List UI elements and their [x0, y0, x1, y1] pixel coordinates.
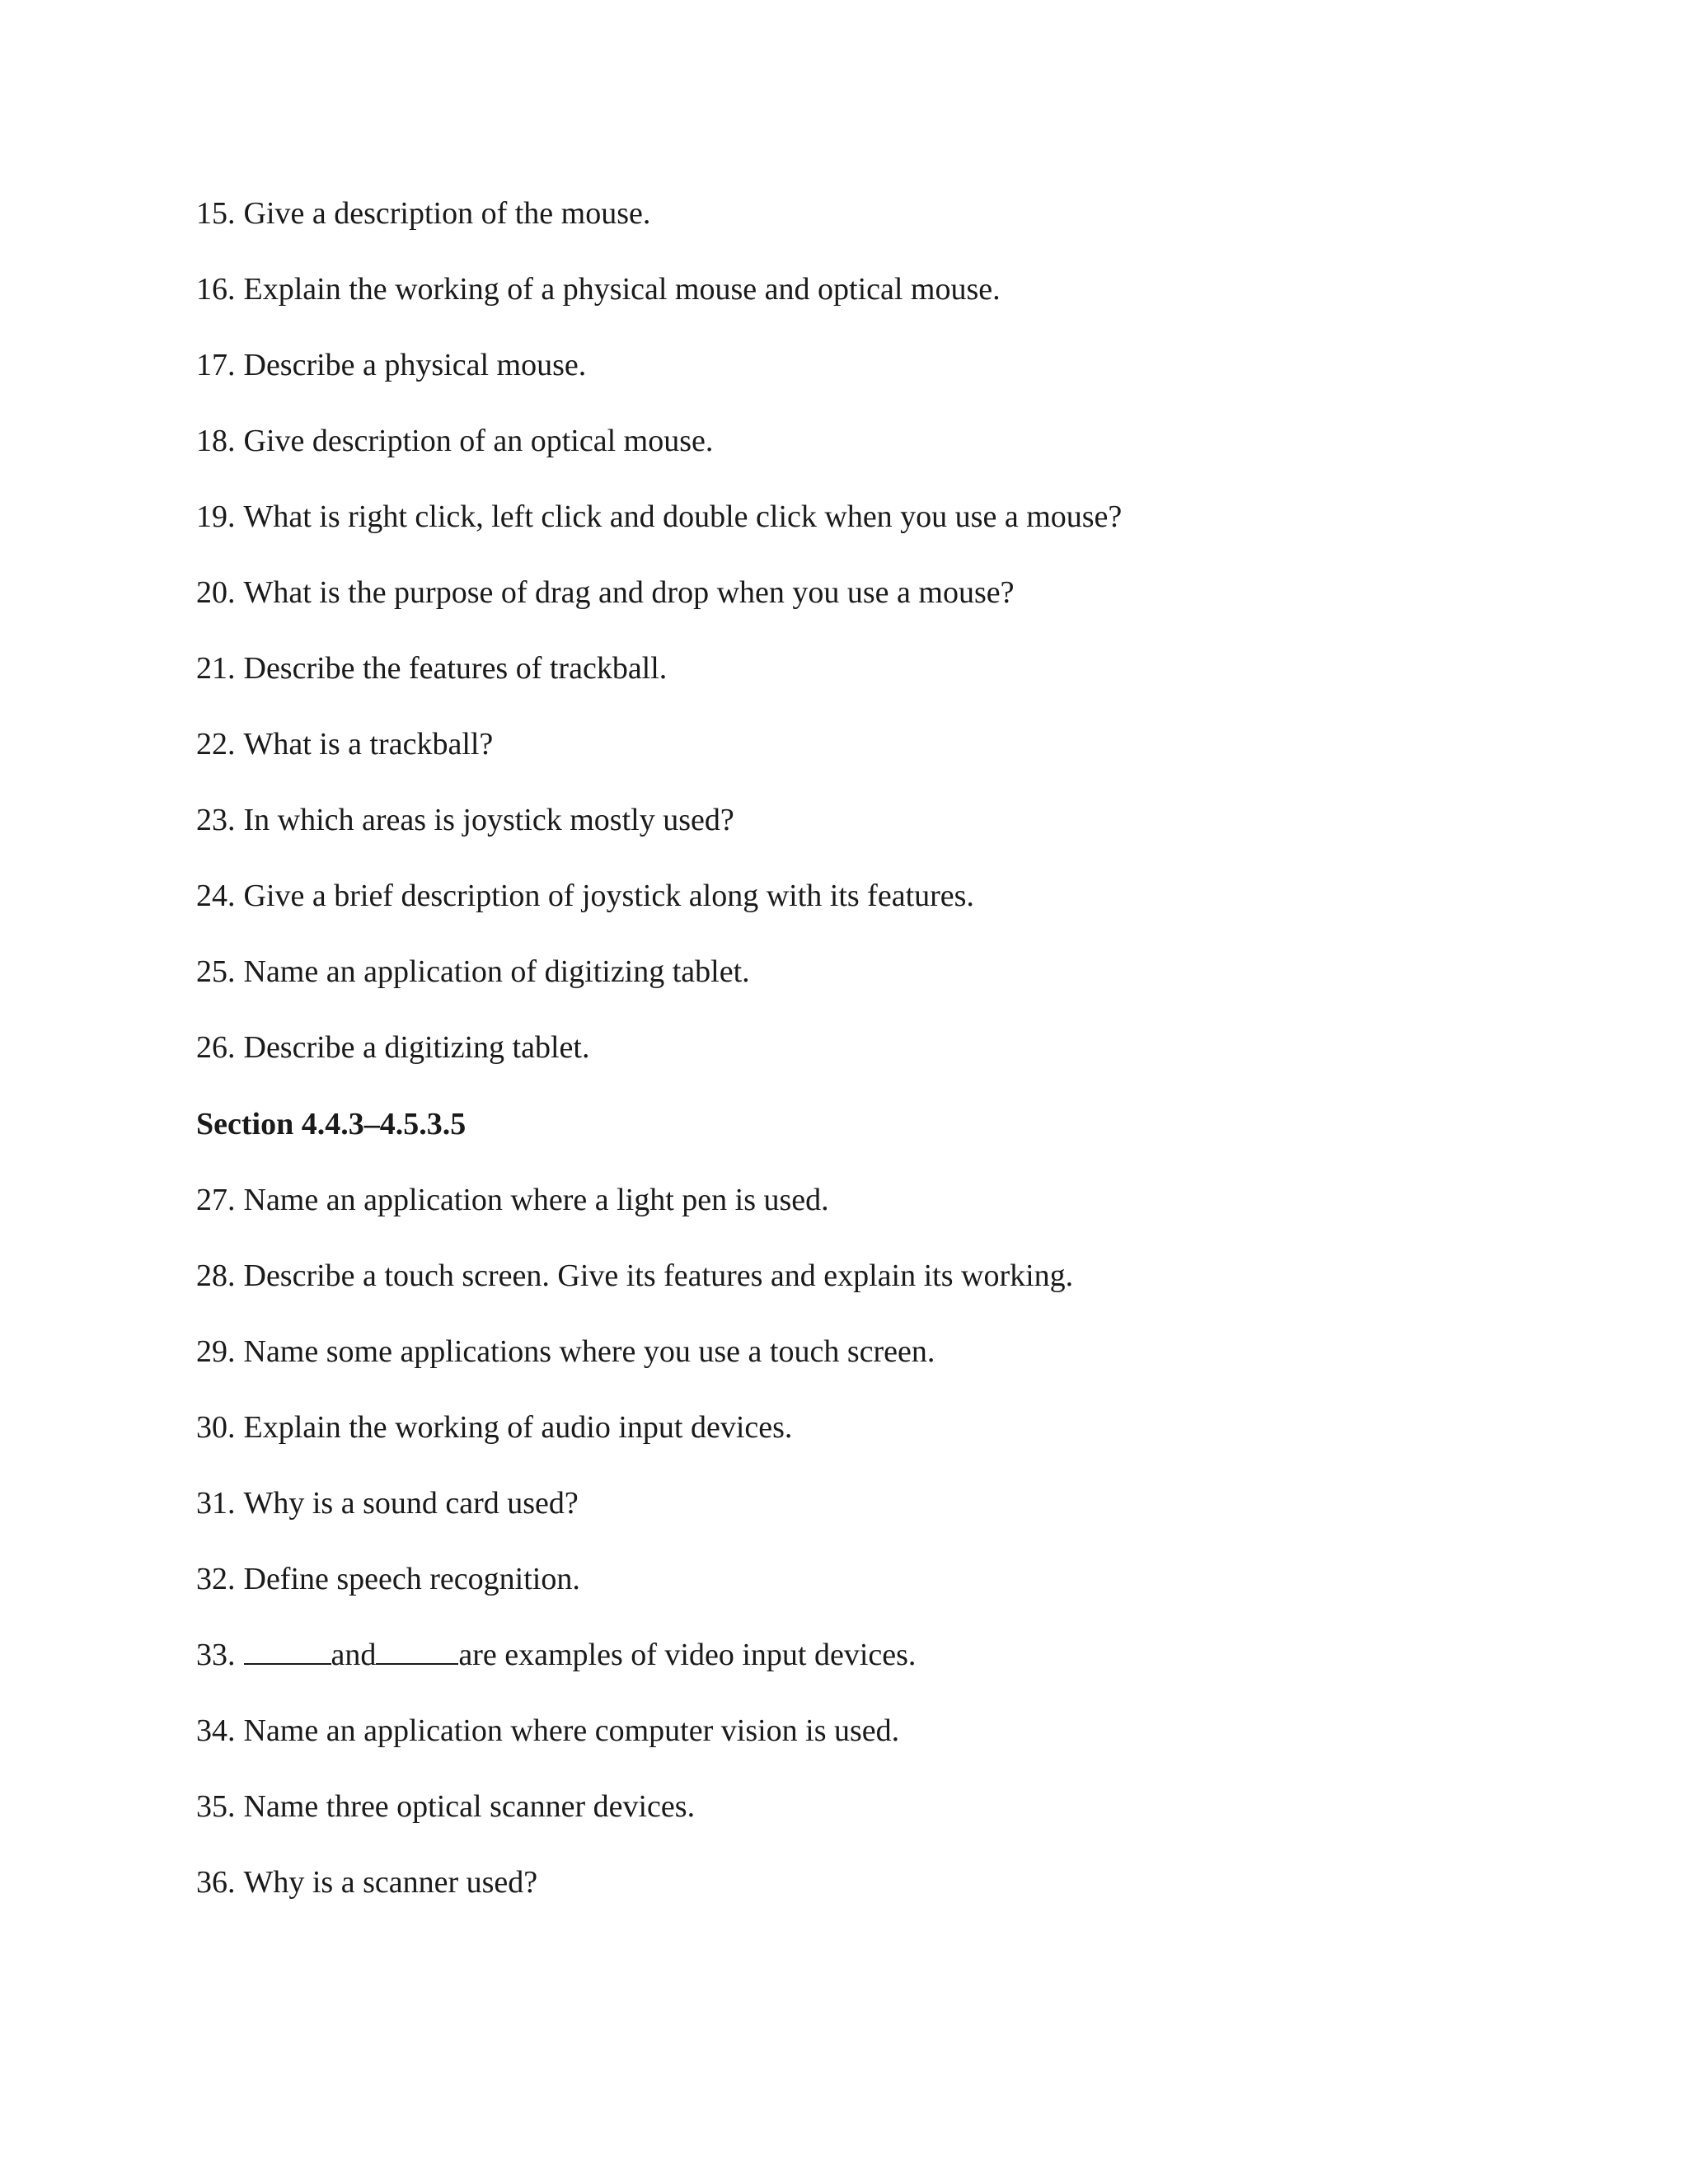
question-35	[196, 1788, 695, 1825]
question-number: 20.	[196, 575, 236, 610]
question-number: 30.	[196, 1410, 236, 1445]
question-25	[196, 953, 750, 991]
question-text: Name some applications where you use a touch screen.	[243, 1334, 935, 1369]
answer-blank	[244, 1638, 331, 1665]
question-text: Describe a touch screen. Give its features and explain its working.	[243, 1258, 1074, 1293]
question-text: Name three optical scanner devices.	[243, 1789, 696, 1824]
question-text: Name an application where a light pen is used.	[243, 1183, 829, 1217]
question-33	[196, 1636, 916, 1674]
question-number: 28.	[196, 1258, 236, 1293]
question-19	[196, 498, 1122, 536]
section-heading: Section 4.4.3–4.5.3.5	[196, 1107, 467, 1141]
question-text: Give description of an optical mouse.	[243, 424, 714, 458]
question-number: 32.	[196, 1562, 236, 1596]
question-text: Explain the working of a physical mouse and optical mouse.	[243, 272, 1001, 307]
question-26	[196, 1029, 589, 1066]
question-number: 24.	[196, 879, 236, 913]
question-text: Give a description of the mouse.	[243, 196, 651, 231]
question-number: 29.	[196, 1334, 236, 1369]
question-number: 34.	[196, 1713, 236, 1748]
question-30	[196, 1408, 792, 1446]
question-number: 23.	[196, 803, 236, 837]
question-28	[196, 1257, 1073, 1295]
question-text: What is the purpose of drag and drop when you use a mouse?	[243, 575, 1015, 610]
question-31	[196, 1484, 579, 1522]
question-number: 22.	[196, 727, 236, 762]
question-32	[196, 1560, 580, 1598]
question-text: are examples of video input devices.	[458, 1638, 917, 1672]
question-number: 26.	[196, 1030, 236, 1065]
question-27	[196, 1181, 829, 1219]
question-29	[196, 1333, 935, 1371]
question-number: 21.	[196, 651, 236, 686]
question-text: Give a brief description of joystick along with its features.	[243, 879, 974, 913]
question-17	[196, 346, 586, 384]
question-number: 33.	[196, 1638, 236, 1672]
question-text: In which areas is joystick mostly used?	[243, 803, 734, 837]
question-text: and	[331, 1638, 377, 1672]
question-number: 15.	[196, 196, 236, 231]
question-21	[196, 649, 667, 687]
question-text: Why is a sound card used?	[243, 1486, 579, 1521]
question-16	[196, 270, 1001, 308]
question-number: 36.	[196, 1865, 236, 1900]
question-number: 27.	[196, 1183, 236, 1217]
question-36	[196, 1863, 537, 1901]
question-number: 18.	[196, 424, 236, 458]
question-20	[196, 574, 1014, 612]
question-34	[196, 1712, 899, 1750]
question-number: 31.	[196, 1486, 236, 1521]
question-text: What is right click, left click and double click when you use a mouse?	[243, 499, 1123, 534]
question-text: What is a trackball?	[243, 727, 494, 762]
question-24	[196, 877, 974, 915]
question-text: Name an application where computer vision is used.	[243, 1713, 900, 1748]
question-number: 19.	[196, 499, 236, 534]
question-text: Why is a scanner used?	[243, 1865, 538, 1900]
question-text: Describe a physical mouse.	[243, 348, 587, 382]
question-text: Explain the working of audio input devices.	[243, 1410, 793, 1445]
question-23	[196, 801, 734, 839]
question-text: Describe a digitizing tablet.	[243, 1030, 590, 1065]
question-number: 35.	[196, 1789, 236, 1824]
question-22	[196, 725, 493, 763]
question-15	[196, 194, 650, 232]
question-text: Name an application of digitizing tablet.	[243, 954, 750, 989]
answer-blank	[376, 1638, 458, 1665]
question-number: 17.	[196, 348, 236, 382]
question-number: 16.	[196, 272, 236, 307]
question-text: Describe the features of trackball.	[243, 651, 668, 686]
question-18	[196, 422, 713, 460]
question-number: 25.	[196, 954, 236, 989]
question-text: Define speech recognition.	[243, 1562, 580, 1596]
